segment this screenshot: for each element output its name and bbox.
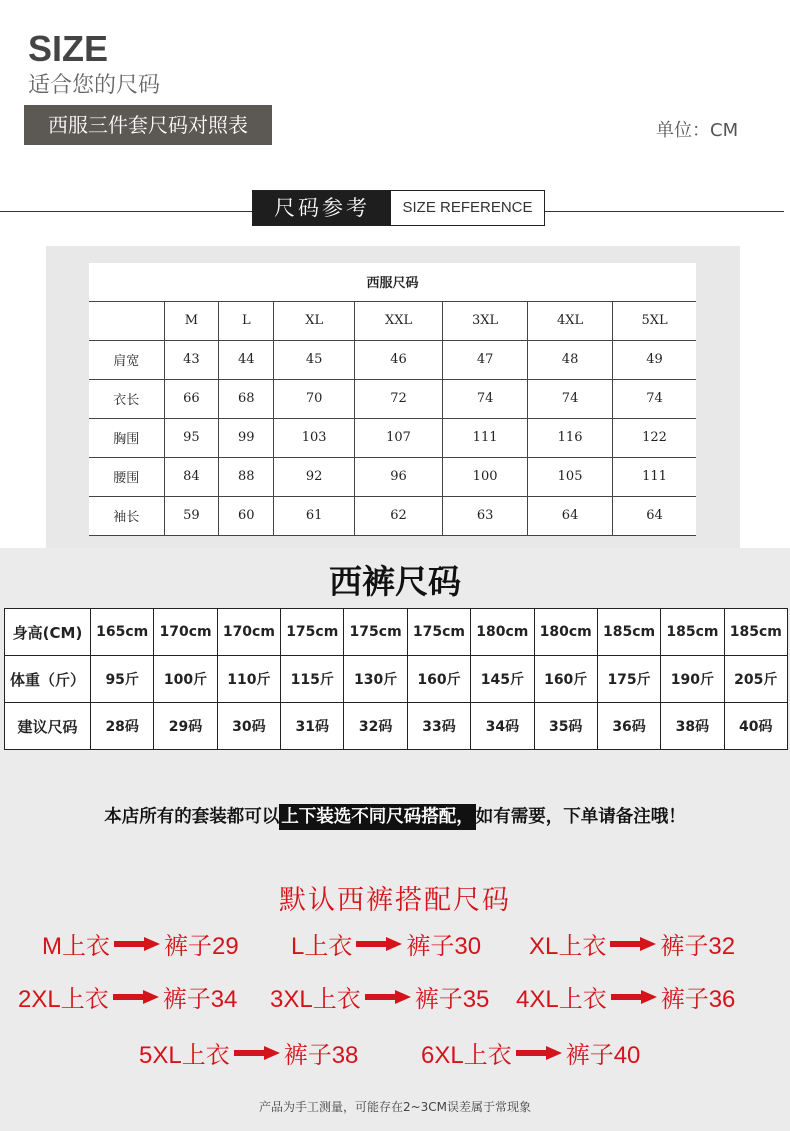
table-header-cell: M [164,301,219,340]
table-cell: 170cm [217,609,280,656]
pairing-item [421,1035,640,1070]
table-cell: 64 [613,496,696,535]
table-cell: 30码 [217,703,280,750]
table-cell: 84 [164,457,219,496]
table-header-cell: 4XL [528,301,613,340]
table-cell: 100 [443,457,528,496]
table-cell: 116 [528,418,613,457]
jacket-size-label: 6XL上衣 [421,1042,512,1069]
right-arrow-icon [516,1046,562,1060]
pants-size-table [4,608,788,750]
notice-text-before: 本店所有的套装都可以 [104,807,280,827]
table-cell: 28码 [91,703,154,750]
table-cell: 160斤 [407,656,470,703]
pants-size-label: 裤子35 [414,986,490,1013]
jacket-size-label: 3XL上衣 [270,986,361,1013]
jacket-size-label: M上衣 [42,933,110,960]
table-cell: 185cm [661,609,724,656]
table-cell: 145斤 [471,656,534,703]
table-cell: 45 [274,340,355,379]
right-arrow-icon [611,990,657,1004]
table-cell: 74 [613,379,696,418]
table-cell: 43 [164,340,219,379]
reference-cn-label: 尺码参考 [253,191,391,225]
table-row [89,379,696,418]
row-label: 胸围 [89,418,164,457]
table-cell: 64 [528,496,613,535]
table-cell: 74 [443,379,528,418]
table-cell: 95 [164,418,219,457]
right-arrow-icon [234,1046,280,1060]
table-cell: 72 [355,379,443,418]
table-cell: 175cm [281,609,344,656]
table-cell: 96 [355,457,443,496]
table-cell: 44 [219,340,274,379]
notice-highlight: 上下装选不同尺码搭配， [279,804,476,830]
table-cell: 190斤 [661,656,724,703]
size-heading: SIZE [28,28,109,69]
table-row [89,418,696,457]
table-row [5,609,788,656]
table-cell: 175斤 [597,656,660,703]
table-cell: 170cm [154,609,217,656]
pairing-item [42,926,239,961]
table-header-cell: 5XL [613,301,696,340]
size-subheading: 适合您的尺码 [28,73,161,98]
table-cell: 47 [443,340,528,379]
suit-size-header-row [89,301,696,340]
table-cell: 31码 [281,703,344,750]
table-cell: 74 [528,379,613,418]
table-cell: 46 [355,340,443,379]
table-cell: 68 [219,379,274,418]
pairing-item [291,926,481,961]
table-cell: 122 [613,418,696,457]
table-cell: 40码 [724,703,787,750]
pants-size-label: 裤子30 [406,933,482,960]
table-cell: 38码 [661,703,724,750]
table-cell: 99 [219,418,274,457]
table-cell: 165cm [91,609,154,656]
table-cell: 88 [219,457,274,496]
jacket-size-label: 4XL上衣 [516,986,607,1013]
table-cell: 33码 [407,703,470,750]
pants-table-title: 西裤尺码 [329,562,461,601]
table-cell: 29码 [154,703,217,750]
table-cell: 111 [613,457,696,496]
suit-chart-tag: 西服三件套尺码对照表 [24,105,272,145]
right-arrow-icon [114,937,160,951]
table-cell: 34码 [471,703,534,750]
table-cell: 160斤 [534,656,597,703]
pants-size-label: 裤子40 [565,1042,641,1069]
right-arrow-icon [356,937,402,951]
table-cell: 35码 [534,703,597,750]
table-corner-cell [89,301,164,340]
suit-size-table [89,263,696,536]
table-row [89,340,696,379]
table-cell: 92 [274,457,355,496]
pairing-item [18,979,237,1014]
mix-size-notice [0,803,790,828]
pants-size-label: 裤子38 [283,1042,359,1069]
table-cell: 63 [443,496,528,535]
row-label: 肩宽 [89,340,164,379]
table-cell: 49 [613,340,696,379]
pairing-item [529,926,735,961]
pants-size-label: 裤子34 [162,986,238,1013]
reference-en-label: SIZE REFERENCE [402,199,533,216]
table-cell: 103 [274,418,355,457]
row-label: 身高(CM) [5,609,91,656]
row-label: 衣长 [89,379,164,418]
row-label: 腰围 [89,457,164,496]
table-cell: 180cm [471,609,534,656]
table-row [89,457,696,496]
default-pairing-title: 默认西裤搭配尺码 [279,885,511,916]
table-cell: 180cm [534,609,597,656]
table-cell: 115斤 [281,656,344,703]
table-header-cell: XL [274,301,355,340]
right-arrow-icon [610,937,656,951]
table-cell: 70 [274,379,355,418]
pants-size-label: 裤子29 [164,933,239,960]
table-cell: 59 [164,496,219,535]
measurement-footnote: 产品为手工测量，可能存在2~3CM误差属于常现象 [258,1100,532,1114]
jacket-size-label: XL上衣 [529,933,607,960]
jacket-size-label: 2XL上衣 [18,986,109,1013]
table-row [5,656,788,703]
pairing-item [516,979,735,1014]
row-label: 建议尺码 [5,703,91,750]
pairing-item [139,1035,358,1070]
table-cell: 105 [528,457,613,496]
table-cell: 107 [355,418,443,457]
table-cell: 32码 [344,703,407,750]
jacket-size-label: L上衣 [291,933,353,960]
notice-text-after: 如有需要，下单请备注哦！ [475,807,686,827]
suit-table-caption: 西服尺码 [89,263,696,301]
table-cell: 36码 [597,703,660,750]
pants-size-label: 裤子32 [660,933,736,960]
pairing-item [270,979,489,1014]
table-header-cell: XXL [355,301,443,340]
table-row [5,703,788,750]
jacket-size-label: 5XL上衣 [139,1042,230,1069]
table-cell: 48 [528,340,613,379]
table-row [89,496,696,535]
table-cell: 185cm [597,609,660,656]
table-cell: 66 [164,379,219,418]
table-cell: 95斤 [91,656,154,703]
unit-label: 单位：CM [656,120,739,141]
table-cell: 100斤 [154,656,217,703]
pants-size-label: 裤子36 [660,986,736,1013]
table-header-cell: 3XL [443,301,528,340]
table-cell: 111 [443,418,528,457]
table-cell: 185cm [724,609,787,656]
table-cell: 62 [355,496,443,535]
size-reference-banner [252,190,545,226]
table-header-cell: L [219,301,274,340]
row-label: 体重（斤） [5,656,91,703]
table-cell: 130斤 [344,656,407,703]
table-cell: 60 [219,496,274,535]
table-cell: 110斤 [217,656,280,703]
row-label: 袖长 [89,496,164,535]
table-cell: 205斤 [724,656,787,703]
right-arrow-icon [365,990,411,1004]
right-arrow-icon [113,990,159,1004]
table-cell: 175cm [407,609,470,656]
table-cell: 175cm [344,609,407,656]
table-cell: 61 [274,496,355,535]
